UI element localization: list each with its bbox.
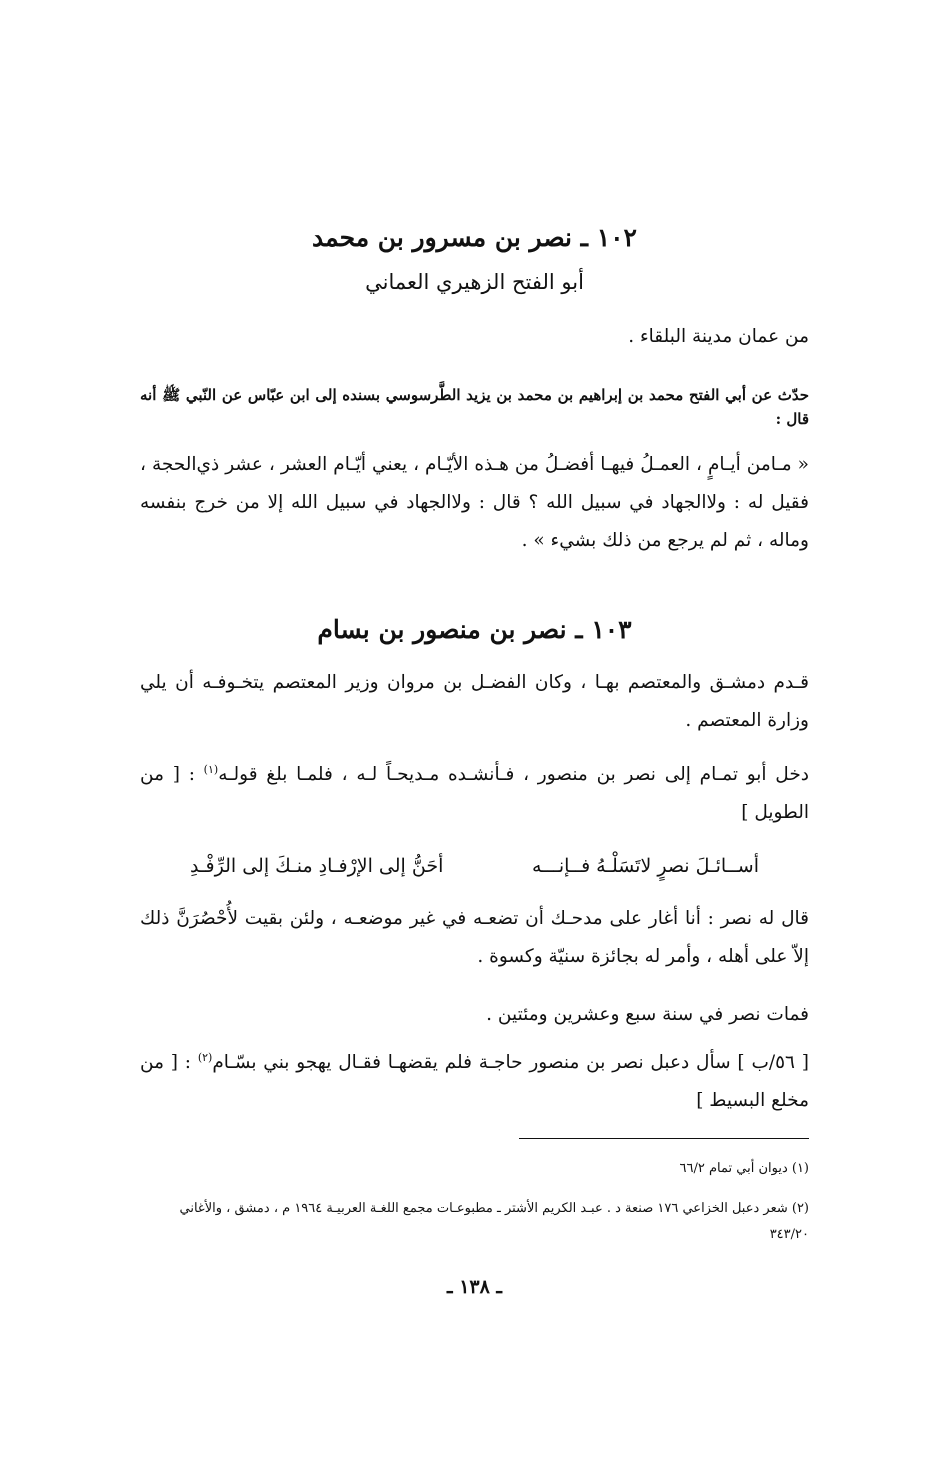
page-number: ـ ١٣٨ ـ xyxy=(447,1276,502,1298)
entry-103-paragraph-3: قال له نصر : أنا أغار على مدحـك أن تضعـه في غير موضعـه ، ولئن بقيت لأُحْصُرَنَّ ذلك إلاّ على أهله ، وأمر له بجائزة سنيّة وكسوة . xyxy=(140,908,809,967)
verse-first-hemistich: أســائـلَ نصرٍ لاتَسَلْـهُ فــإنـــه xyxy=(531,855,759,877)
entry-103-title: ١٠٣ ـ نصر بن منصور بن بسام xyxy=(317,615,632,644)
entry-102-hadith: « مـامن أيـامٍ ، العمـلُ فيهـا أفضـلُ من هـذه الأيّـام ، يعني أيّـام العشر ، عشر ذي‌الحجة ، فقيل له : ولاالجهاد في سبيل الله ؟ قال : ولاالجهاد في سبيل الله إلا من خرج بنفسه وماله ، ثم لم يرجع من ذلك بشيء » . xyxy=(140,454,809,551)
footnote-ref-1: (١) xyxy=(203,762,219,776)
poem-verse xyxy=(190,846,759,886)
entry-103-paragraph-2 xyxy=(140,756,809,832)
entry-102-title: ١٠٢ ـ نصر بن مسرور بن محمد xyxy=(312,223,637,252)
paragraph-5-meter: : [ من مخلع البسيط ] xyxy=(140,1052,809,1111)
entry-103-paragraph-5 xyxy=(140,1044,809,1120)
footnote-2: (٢) شعر دعبل الخزاعي ١٧٦ صنعة د . عبـد الكريم الأشتر ـ مطبوعـات مجمع اللغـة العربيـة ١٩٦٤ م ، دمشق ، والأغاني ٣٤٣/٢٠ xyxy=(179,1201,809,1242)
paragraph-2-meter: : [ من الطويل ] xyxy=(140,764,809,823)
entry-103-paragraph-1: قـدم دمشـق والمعتصم بهـا ، وكان الفضـل بن مروان وزير المعتصم يتخـوفـه أن يلي وزارة المعتصم . xyxy=(140,672,809,731)
paragraph-5-text: [ ٥٦/ب ] سأل دعبل نصر بن منصور حاجـة فلم يقضهـا فقـال يهجو بني بسّـام xyxy=(212,1052,809,1073)
footnote-ref-2: (٢) xyxy=(197,1050,213,1064)
entry-102-origin: من عمان مدينة البلقاء . xyxy=(628,326,809,347)
entry-102-isnad: حدّث عن أبي الفتح محمد بن إبراهيم بن محمد بن يزيد الطَّرسوسي بسنده إلى ابن عبّاس عن النّبي ﷺ أنه قال : xyxy=(140,386,809,428)
footnote-1: (١) ديوان أبي تمام ٦٦/٢ xyxy=(679,1161,809,1176)
entry-102-kunya: أبو الفتح الزهيري العماني xyxy=(365,270,584,294)
entry-103-paragraph-4: فمات نصر في سنة سبع وعشرين ومئتين . xyxy=(486,1004,809,1025)
footnote-separator xyxy=(519,1138,809,1139)
paragraph-2-text: دخل أبو تمـام إلى نصر بن منصور ، فـأنشـده مـديحـاً لـه ، فلمـا بلغ قولـه xyxy=(218,764,809,785)
verse-second-hemistich: أحَنُّ إلى الإرْفـادِ منـكَ إلى الرِّفْـدِ xyxy=(190,855,444,877)
